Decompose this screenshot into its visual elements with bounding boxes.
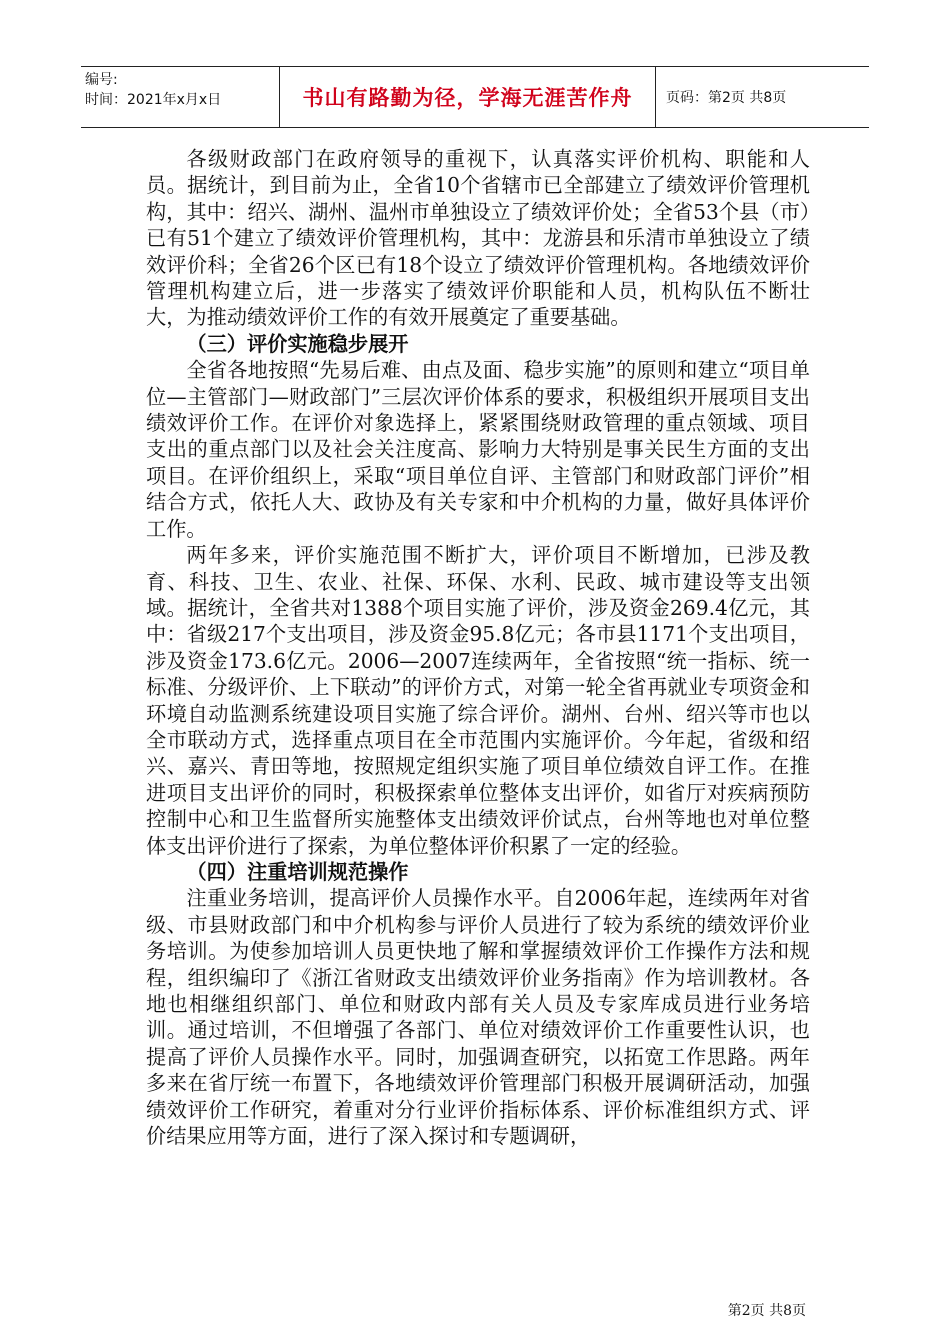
document-number-label: 编号: [85,72,118,88]
header-left-cell [81,67,280,127]
document-time-label: 时间：2021年x月x日 [85,92,222,108]
section-heading-3: （三）评价实施稳步展开 [186,331,409,356]
paragraph-training: 注重业务培训，提高评价人员操作水平。自2006年起，连续两年对省级、市县财政部门和中介机构参与评价人员进行了较为系统的绩效评价业务培训。为使参加培训人员更快地了解和掌握绩效评价工作操作方法和规程，组织编印了《浙江省财政支出绩效评价业务指南》作为培训教材。各地也相继组织部门、单位和财政内部有关人员及专家库成员进行业务培训。通过培训，不但增强了各部门、单位对绩效评价工作重要性认识，也提高了评价人员操作水平。同时，加强调查研究，以拓宽工作思路。两年多来在省厅统一布置下，各地绩效评价管理部门积极开展调研活动，加强绩效评价工作研究，着重对分行业评价指标体系、评价标准组织方式、评价结果应用等方面，进行了深入探讨和专题调研， [146,886,810,1149]
header-motto: 书山有路勤为径，学海无涯苦作舟 [280,67,656,127]
header-page-label: 页码：第2页 共8页 [666,90,787,106]
section-heading-4: （四）注重培训规范操作 [186,859,409,884]
page-footer: 第2页 共8页 [727,1303,806,1319]
document-body [146,146,810,1149]
paragraph-evaluation-scope: 两年多来，评价实施范围不断扩大，评价项目不断增加，已涉及教育、科技、卫生、农业、社保、环保、水利、民政、城市建设等支出领域。据统计，全省共对1388个项目实施了评价，涉及资金269.4亿元，其中：省级217个支出项目，涉及资金95.8亿元；各市县1171个支出项目，涉及资金173.6亿元。2006—2007连续两年，全省按照“统一指标、统一标准、分级评价、上下联动”的评价方式，对第一轮全省再就业专项资金和环境自动监测系统建设项目实施了综合评价。湖州、台州、绍兴等市也以全市联动方式，选择重点项目在全市范围内实施评价。今年起，省级和绍兴、嘉兴、青田等地，按照规定组织实施了项目单位绩效自评工作。在推进项目支出评价的同时，积极探索单位整体支出评价，如省厅对疾病预防控制中心和卫生监督所实施整体支出绩效评价试点，台州等地也对单位整体支出评价进行了探索，为单位整体评价积累了一定的经验。 [146,543,810,858]
page-header [81,66,869,128]
paragraph-evaluation-approach: 全省各地按照“先易后难、由点及面、稳步实施”的原则和建立“项目单位—主管部门—财政部门”三层次评价体系的要求，积极组织开展项目支出绩效评价工作。在评价对象选择上，紧紧围绕财政管理的重点领域、项目支出的重点部门以及社会关注度高、影响力大特别是事关民生方面的支出项目。在评价组织上，采取“项目单位自评、主管部门和财政部门评价”相结合方式，依托人大、政协及有关专家和中介机构的力量，做好具体评价工作。 [146,358,810,541]
paragraph-institutions: 各级财政部门在政府领导的重视下，认真落实评价机构、职能和人员。据统计，到目前为止，全省10个省辖市已全部建立了绩效评价管理机构，其中：绍兴、湖州、温州市单独设立了绩效评价处；全省53个县（市）已有51个建立了绩效评价管理机构，其中：龙游县和乐清市单独设立了绩效评价科；全省26个区已有18个设立了绩效评价管理机构。各地绩效评价管理机构建立后，进一步落实了绩效评价职能和人员，机构队伍不断壮大，为推动绩效评价工作的有效开展奠定了重要基础。 [146,147,810,330]
